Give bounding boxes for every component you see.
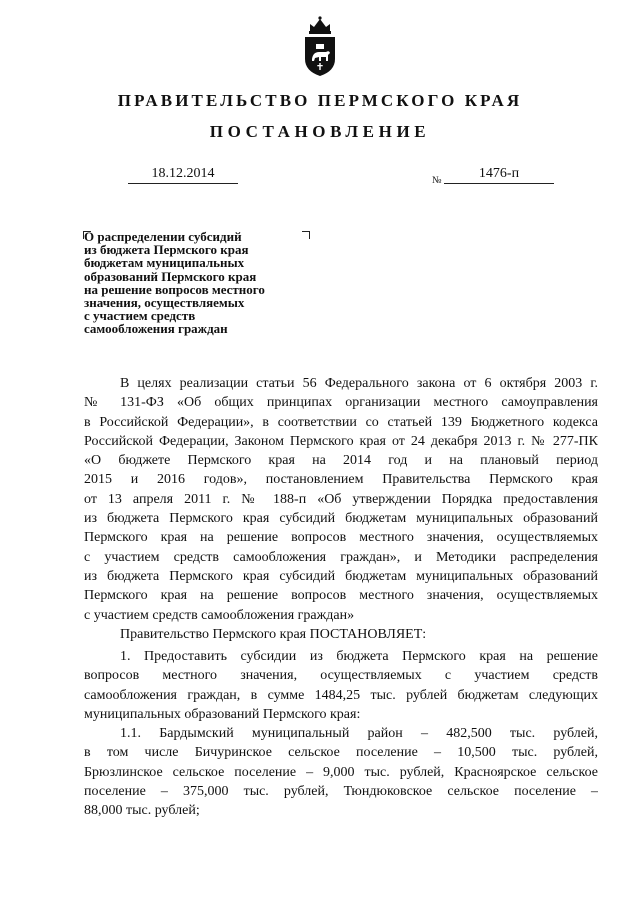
preamble-line: В целях реализации статьи 56 Федерального закона от 6 октября 2003 г. [120,376,598,391]
subject-line: с участием средств [84,308,196,324]
point-1-1-line: 1.1. Бардымский муниципальный район – 482,500 тыс. рублей, [120,726,598,742]
preamble-line: с участием средств самообложения граждан», и Методики распределения [84,549,598,565]
subject-line: значения, осуществляемых [84,295,245,311]
document-subject [84,230,314,336]
preamble-line: Российской Федерации, Законом Пермского края от 24 декабря 2013 г. № 277-ПК [84,433,598,449]
resolve-line: Правительство Пермского края ПОСТАНОВЛЯЕТ: [120,627,427,642]
point-1-line: вопросов местного значения, осуществляемых с участием средств [84,668,598,684]
document-type: ПОСТАНОВЛЕНИЕ [209,122,431,141]
preamble-line: Пермского края на решение вопросов местного значения, осуществляемых [84,530,598,546]
subject-line: из бюджета Пермского края [84,242,249,258]
government-title: ПРАВИТЕЛЬСТВО ПЕРМСКОГО КРАЯ [117,91,523,110]
point-1-1-line: поселение – 375,000 тыс. рублей, Тюндюковское сельское поселение – [84,784,598,800]
point-1-paragraph [84,647,598,821]
preamble-line: из бюджета Пермского края субсидий бюджетам муниципальных образований [84,511,598,527]
preamble-line: Пермского края на решение вопросов местного значения, осуществляемых [84,588,598,604]
preamble-line: «О бюджете Пермского края на 2014 год и на плановый период [84,453,598,469]
subject-line: самообложения граждан [84,321,228,337]
preamble-line: 2015 и 2016 годов», постановлением Правительства Пермского края [84,472,598,488]
point-1-line: самообложения граждан, в сумме 1484,25 тыс. рублей бюджетам следующих [84,687,598,703]
subject-line: на решение вопросов местного [84,281,265,297]
point-1-line: 1. Предоставить субсидии из бюджета Пермского края на решение [120,649,598,664]
preamble-line: с участием средств самообложения граждан» [84,607,355,623]
point-1-1-line: 88,000 тыс. рублей; [84,803,200,819]
document-number: 1476-п [444,166,554,184]
point-1-1-line: в том числе Бичуринское сельское поселение – 10,500 тыс. рублей, [84,745,598,761]
preamble-line: от 13 апреля 2011 г. № 188-п «Об утверждении Порядка предоставления [84,491,598,507]
subject-line: образований Пермского края [84,268,257,284]
preamble-paragraph [84,374,598,625]
subject-line: бюджетам муниципальных [84,255,245,271]
preamble-line: из бюджета Пермского края субсидий бюджетам муниципальных образований [84,568,598,584]
preamble-line: № 131-ФЗ «Об общих принципах организации местного самоуправления [84,395,598,411]
number-sign: № [432,175,442,186]
document-date: 18.12.2014 [128,166,238,184]
resolve-paragraph [84,625,598,644]
point-1-1-line: Брюзлинское сельское поселение – 9,000 тыс. рублей, Красноярское сельское [84,764,598,780]
point-1-line: муниципальных образований Пермского края: [84,706,361,722]
subject-line: О распределении субсидий [84,229,242,244]
preamble-line: в Российской Федерации», в соответствии со статьей 139 Бюджетного кодекса [84,414,598,430]
perm-coat-of-arms-icon [302,15,338,77]
